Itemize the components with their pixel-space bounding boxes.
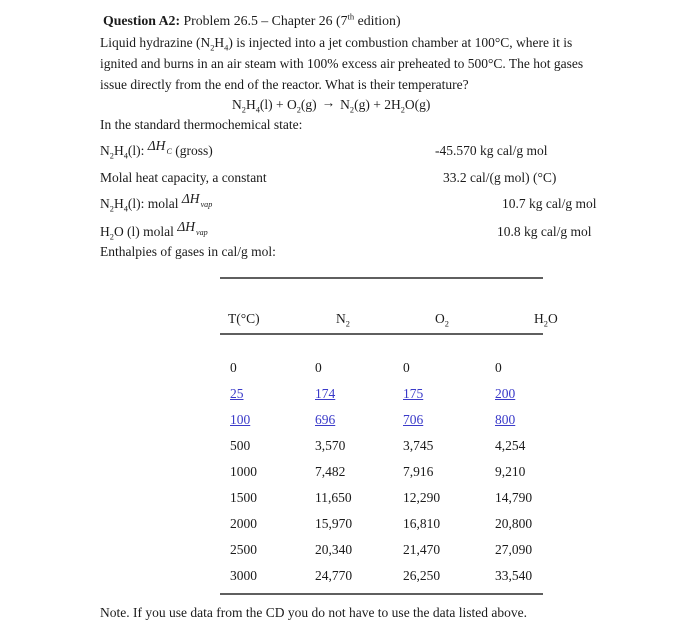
- text-segment: O (l) molal: [113, 224, 178, 239]
- text-segment: C: [166, 147, 172, 156]
- table-cell: 3000: [230, 568, 257, 583]
- text-segment: H: [113, 143, 124, 158]
- problem-text-line: [100, 35, 640, 56]
- text-segment: T(°C): [228, 311, 260, 326]
- text-segment: 2: [349, 105, 355, 115]
- text-segment: 2: [109, 151, 114, 161]
- table-row: [220, 511, 543, 537]
- problem-text-line: [100, 56, 640, 77]
- enthalpy-table: [220, 277, 558, 595]
- table-row: [220, 381, 543, 407]
- text-segment: 2: [109, 232, 114, 242]
- text-segment: H: [113, 196, 124, 211]
- table-link-cell[interactable]: 100: [230, 412, 251, 427]
- table-cell: 24,770: [315, 568, 353, 583]
- property-value: 33.2 cal/(g mol) (°C): [443, 170, 557, 185]
- property-row-heat-capacity: [100, 170, 660, 190]
- text-segment: vap: [200, 200, 213, 209]
- table-cell: 21,470: [403, 542, 441, 557]
- text-segment: th: [347, 11, 355, 22]
- text-segment: 4: [123, 151, 128, 161]
- text-segment: 4: [224, 43, 229, 53]
- table-link-cell[interactable]: 175: [403, 386, 424, 401]
- text-segment: ) is injected into a jet combustion chamber at 100°C, where it is: [228, 35, 573, 50]
- text-segment: O: [435, 311, 445, 326]
- property-value: 10.7 kg cal/g mol: [502, 196, 597, 211]
- table-cell: 20,800: [495, 516, 533, 531]
- text-segment: 2: [400, 105, 405, 115]
- text-segment: H: [100, 224, 110, 239]
- text-segment: Question A2:: [103, 13, 181, 28]
- text-segment: N: [100, 143, 110, 158]
- property-label: [100, 138, 213, 161]
- table-cell: 15,970: [315, 516, 353, 531]
- table-row: [220, 433, 543, 459]
- table-cell: 0: [403, 360, 410, 375]
- table-cell: 9,210: [495, 464, 526, 479]
- text-segment: (g): [300, 97, 317, 112]
- table-header-temperature: [220, 311, 310, 327]
- table-cell: 33,540: [495, 568, 533, 583]
- property-label: [100, 170, 267, 185]
- table-header-nitrogen: [310, 311, 398, 327]
- text-segment: H: [245, 97, 256, 112]
- property-row-hydrazine-vaporization: [100, 191, 660, 216]
- text-segment: edition): [354, 13, 401, 28]
- text-segment: N: [232, 97, 242, 112]
- table-cell: 3,570: [315, 438, 346, 453]
- table-cell: 11,650: [315, 490, 352, 505]
- standard-state-heading: In the standard thermochemical state:: [100, 117, 303, 132]
- property-value: -45.570 kg cal/g mol: [435, 143, 548, 158]
- table-cell: 0: [315, 360, 322, 375]
- table-cell: 500: [230, 438, 251, 453]
- table-cell: 26,250: [403, 568, 441, 583]
- text-segment: (l): molal: [127, 196, 182, 211]
- text-segment: ignited and burns in an air steam with 100% excess air preheated to 500°C. The hot gases: [100, 56, 584, 71]
- text-segment: vap: [196, 228, 208, 237]
- table-cell: 27,090: [495, 542, 533, 557]
- table-link-cell[interactable]: 706: [403, 412, 424, 427]
- text-segment: 2: [210, 43, 215, 53]
- table-cell: 0: [230, 360, 237, 375]
- property-row-water-vaporization: [100, 219, 660, 244]
- table-row: [220, 355, 543, 381]
- text-segment: 2: [345, 319, 350, 329]
- table-cell: 3,745: [403, 438, 434, 453]
- table-header-row: [220, 279, 558, 333]
- property-value: 10.8 kg cal/g mol: [497, 224, 592, 239]
- text-segment: (l) + O: [259, 97, 297, 112]
- table-header-water: [488, 311, 558, 329]
- text-segment: →: [321, 95, 336, 110]
- text-segment: N: [340, 97, 350, 112]
- text-segment: (g) + 2H: [354, 97, 401, 112]
- text-segment: 4: [255, 105, 260, 115]
- table-link-cell[interactable]: 200: [495, 386, 516, 401]
- table-cell: 1000: [230, 464, 257, 479]
- table-header-oxygen: [398, 311, 488, 327]
- text-segment: 2: [109, 204, 114, 214]
- text-segment: (gross): [171, 143, 213, 158]
- text-segment: Molal heat capacity, a constant: [100, 170, 267, 185]
- enthalpy-table-body: [220, 335, 543, 593]
- table-cell: 12,290: [403, 490, 441, 505]
- table-cell: 14,790: [495, 490, 533, 505]
- property-label: [100, 191, 213, 214]
- text-segment: 2: [444, 319, 449, 329]
- table-row: [220, 459, 543, 485]
- text-segment: 4: [123, 204, 128, 214]
- text-segment: 2: [543, 319, 548, 329]
- text-segment: 2: [241, 105, 246, 115]
- table-link-cell[interactable]: 174: [315, 386, 336, 401]
- table-row: [220, 563, 543, 589]
- text-segment: ΔH: [181, 191, 200, 206]
- table-link-cell[interactable]: 25: [230, 386, 244, 401]
- table-cell: 1500: [230, 490, 257, 505]
- property-row-heat-of-combustion: [100, 138, 660, 163]
- text-segment: (l):: [127, 143, 148, 158]
- table-cell: 7,482: [315, 464, 346, 479]
- table-row: [220, 485, 543, 511]
- question-title: [103, 13, 401, 29]
- table-cell: 0: [495, 360, 502, 375]
- text-segment: ΔH: [147, 138, 166, 153]
- text-segment: N: [100, 196, 110, 211]
- problem-text-line: [100, 77, 640, 98]
- table-cell: 7,916: [403, 464, 434, 479]
- text-segment: H: [214, 35, 225, 50]
- text-segment: 2: [296, 105, 301, 115]
- table-row: [220, 407, 543, 433]
- text-segment: N: [336, 311, 346, 326]
- table-bottom-rule: [220, 593, 543, 595]
- enthalpies-heading: Enthalpies of gases in cal/g mol:: [100, 244, 276, 259]
- table-row: [220, 537, 543, 563]
- text-segment: H: [534, 311, 544, 326]
- text-segment: O(g): [404, 97, 431, 112]
- table-cell: 2500: [230, 542, 257, 557]
- text-segment: Problem 26.5 – Chapter 26 (7: [180, 13, 348, 28]
- footnote: Note. If you use data from the CD you do not have to use the data listed above.: [100, 605, 528, 620]
- chemical-equation: [232, 97, 430, 113]
- text-segment: O: [547, 311, 558, 326]
- table-link-cell[interactable]: 696: [315, 412, 336, 427]
- table-cell: 2000: [230, 516, 257, 531]
- table-cell: 20,340: [315, 542, 353, 557]
- problem-statement: [100, 35, 640, 98]
- table-link-cell[interactable]: 800: [495, 412, 516, 427]
- table-cell: 4,254: [495, 438, 526, 453]
- text-segment: Liquid hydrazine (N: [100, 35, 211, 50]
- property-label: [100, 219, 208, 242]
- text-segment: ΔH: [177, 219, 195, 234]
- text-segment: issue directly from the end of the reactor. What is their temperature?: [100, 77, 469, 92]
- table-cell: 16,810: [403, 516, 441, 531]
